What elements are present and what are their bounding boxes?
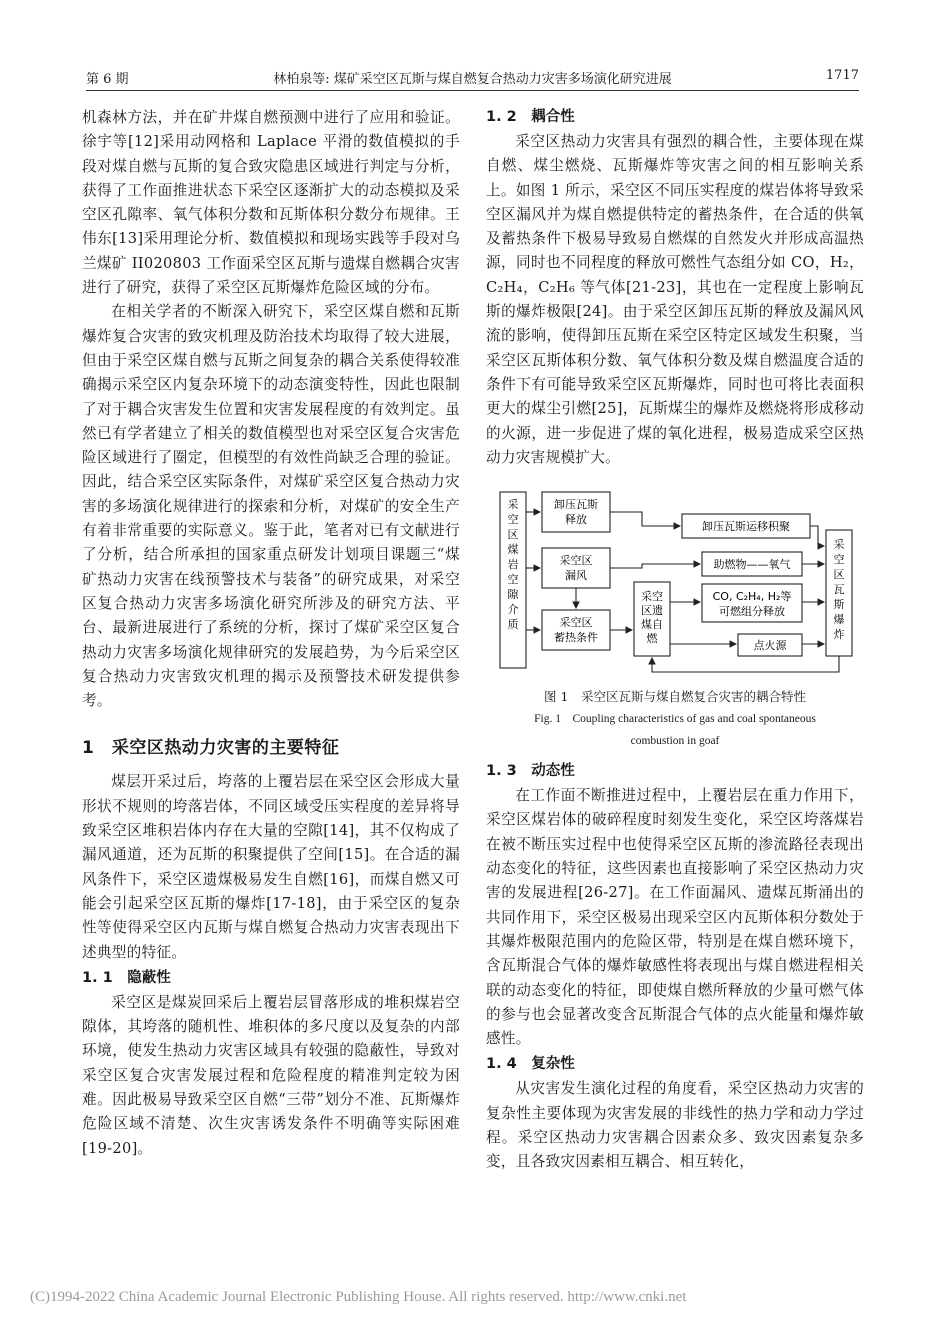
subsection-heading: 1. 1 隐蔽性 xyxy=(82,969,171,986)
subsection-heading: 1. 2 耦合性 xyxy=(486,109,575,125)
section-heading: 1 采空区热动力灾害的主要特征 xyxy=(82,738,340,759)
paragraph: 在工作面不断推进过程中，上覆岩层在重力作用下，采空区煤岩体的破碎程度时刻发生变化，采空区垮落煤岩在被不断压实过程中也使得采空区瓦斯的渗流路径表现出动态变化的特征，这些因素也直接影响了采空区热动力灾害的发展进程[26-27]。在工作面漏风、遗煤瓦斯涌出的共同作用下，采空区极易出现采空区内瓦斯体积分数处于其爆炸极限范围内的危险区带，特别是在煤自燃环境下，含瓦斯混合气体的爆炸敏感性将表现出与煤自燃进程相关联的动态变化的特征，即使煤自燃所释放的少量可燃气体的参与也会显著改变含瓦斯混合气体的点火能量和爆炸敏感性。 xyxy=(486,787,864,1048)
running-title: 林柏泉等: 煤矿采空区瓦斯与煤自燃复合热动力灾害多场演化研究进展 xyxy=(273,72,672,87)
box-ignition-label: 点火源 xyxy=(753,639,787,653)
box-air-leak-label: 采空区漏风 xyxy=(559,554,593,583)
box-migration-label: 卸压瓦斯运移积聚 xyxy=(702,520,790,534)
subsection-heading: 1. 4 复杂性 xyxy=(486,1056,575,1073)
page-number: 1717 xyxy=(825,68,859,83)
box-heat-label: 采空区蓄热条件 xyxy=(554,616,598,645)
paragraph: 煤层开采过后，垮落的上覆岩层在采空区会形成大量形状不规则的垮落岩体，不同区域受压实程度的差异将导致采空区堆积岩体内存在大量的空隙[14]，其不仅构成了漏风通道，还为瓦斯的积聚提供了空间[15]。在合适的漏风条件下，采空区遗煤极易发生自燃[16]，而煤自燃又可能会引起采空区瓦斯的爆炸[17-18]，由于采空区的复杂性等使得采空区内瓦斯与煤自燃复合热动力灾害表现出下述典型的特征。 xyxy=(82,773,460,961)
copyright-footer: (C)1994-2022 China Academic Journal Electronic Publishing House. All rights reserved. http://www.cnki.net xyxy=(30,1289,687,1305)
paragraph: 采空区是煤炭回采后上覆岩层冒落形成的堆积煤岩空隙体，其垮落的随机性、堆积体的多尺度以及复杂的内部环境，使发生热动力灾害区域具有较强的隐蔽性，导致对采空区复合灾害发展过程和危险程度的精准判定较为困难。因此极易导致采空区自燃“三带”划分不准、瓦斯爆炸危险区域不清楚、次生灾害诱发条件不明确等实际困难[19-20]。 xyxy=(82,993,460,1157)
subsection-heading: 1. 3 动态性 xyxy=(486,763,575,780)
box-gases-label-2: 可燃组分释放 xyxy=(719,605,785,619)
paragraph: 机森林方法，并在矿井煤自燃预测中进行了应用和验证。徐宇等[12]采用动网格和 Laplace 平滑的数值模拟的手段对煤自燃与瓦斯的复合致灾隐患区域进行判定与分析，获得了工作面推进状态下采空区逐渐扩大的动态模拟及采空区孔隙率、氧气体积分数和瓦斯体积分数分布规律。王伟东[13]采用理论分析、数值模拟和现场实践等手段对乌兰煤矿 II020803 工作面采空区瓦斯与遗煤自燃耦合灾害进行了研究，获得了采空区瓦斯爆炸危险区域的分布。 xyxy=(82,109,460,297)
figure-caption-en xyxy=(486,708,864,752)
paragraph: 在相关学者的不断深入研究下，采空区煤自燃和瓦斯爆炸复合灾害的致灾机理及防治技术均取得了较大进展，但由于采空区煤自燃与瓦斯之间复杂的耦合关系使得较准确揭示采空区内复杂环境下的动态演变特性，因此也限制了对于耦合灾害发生位置和灾害发展程度的有效判定。虽然已有学者建立了相关的数值模型也对采空区复合灾害危险区域进行了圈定，但模型的有效性尚缺乏合理的验证。因此，结合采空区实际条件，对煤矿采空区复合热动力灾害的多场演化规律进行的探索和分析，对煤矿的安全生产有着非常重要的实际意义。鉴于此，笔者对已有文献进行了分析，结合所承担的国家重点研发计划项目课题三“煤矿热动力灾害在线预警技术与装备”的研究成果，对采空区复合热动力灾害多场演化研究所涉及的研究方法、平台、最新进展进行了系统的分析，探讨了煤矿采空区复合热动力灾害多场演化规律研究的发展趋势，为今后采空区复合热动力灾害致灾机理的揭示及预警技术研发提供参考。 xyxy=(82,303,460,710)
box-void-medium-label: 采空区煤岩空隙介质 xyxy=(507,498,519,632)
paragraph: 采空区热动力灾害具有强烈的耦合性，主要体现在煤自燃、煤尘燃烧、瓦斯爆炸等灾害之间的相互影响关系上。如图 1 所示，采空区不同压实程度的煤岩体将导致采空区漏风并为煤自燃提供特定的蓄热条件，在合适的供氧及蓄热条件下极易导致易自燃煤的自然发火并形成高温热源，同时也不同程度的释放可燃性气态组分如 CO，H₂，C₂H₄，C₂H₆ 等气体[21-23]，其也在一定程度上影响瓦斯的爆炸极限[24]。由于采空区卸压瓦斯的释放及漏风风流的影响，使得卸压瓦斯在采空区特定区域发生积聚，当采空区瓦斯体积分数、氧气体积分数及煤自燃温度合适的条件下有可能导致采空区瓦斯爆炸，同时也可将比表面积更大的煤尘引燃[25]，瓦斯煤尘的爆炸及燃烧将形成移动的火源，进一步促进了煤的氧化进程，极易造成采空区热动力灾害规模扩大。 xyxy=(486,133,864,466)
right-column xyxy=(486,106,864,1175)
box-explosion-label: 采空区瓦斯爆炸 xyxy=(833,538,845,642)
paragraph: 从灾害发生演化过程的角度看，采空区热动力灾害的复杂性主要体现为灾害发展的非线性的热力学和动力学过程。采空区热动力灾害耦合因素众多、致灾因素复杂多变，且各致灾因素相互耦合、相互转化， xyxy=(486,1080,864,1171)
figure-caption-cn: 图 1 采空区瓦斯与煤自燃复合灾害的耦合特性 xyxy=(544,689,806,705)
box-gases-label-1: CO, C₂H₄, H₂等 xyxy=(712,590,792,604)
box-gas-release-label: 卸压瓦斯释放 xyxy=(554,498,598,527)
figure-caption-en-line-1: Fig. 1 Coupling characteristics of gas and coal spontaneous xyxy=(534,713,816,726)
figure-1-diagram xyxy=(486,484,864,682)
box-residual-coal-label: 采空区遗煤自燃 xyxy=(641,590,663,646)
running-header xyxy=(86,64,859,91)
figure-caption-en-line-2: combustion in goaf xyxy=(630,735,720,748)
issue-number: 第 6 期 xyxy=(86,72,129,87)
left-column xyxy=(82,106,460,1161)
box-oxygen-label: 助燃物——氧气 xyxy=(713,558,791,572)
